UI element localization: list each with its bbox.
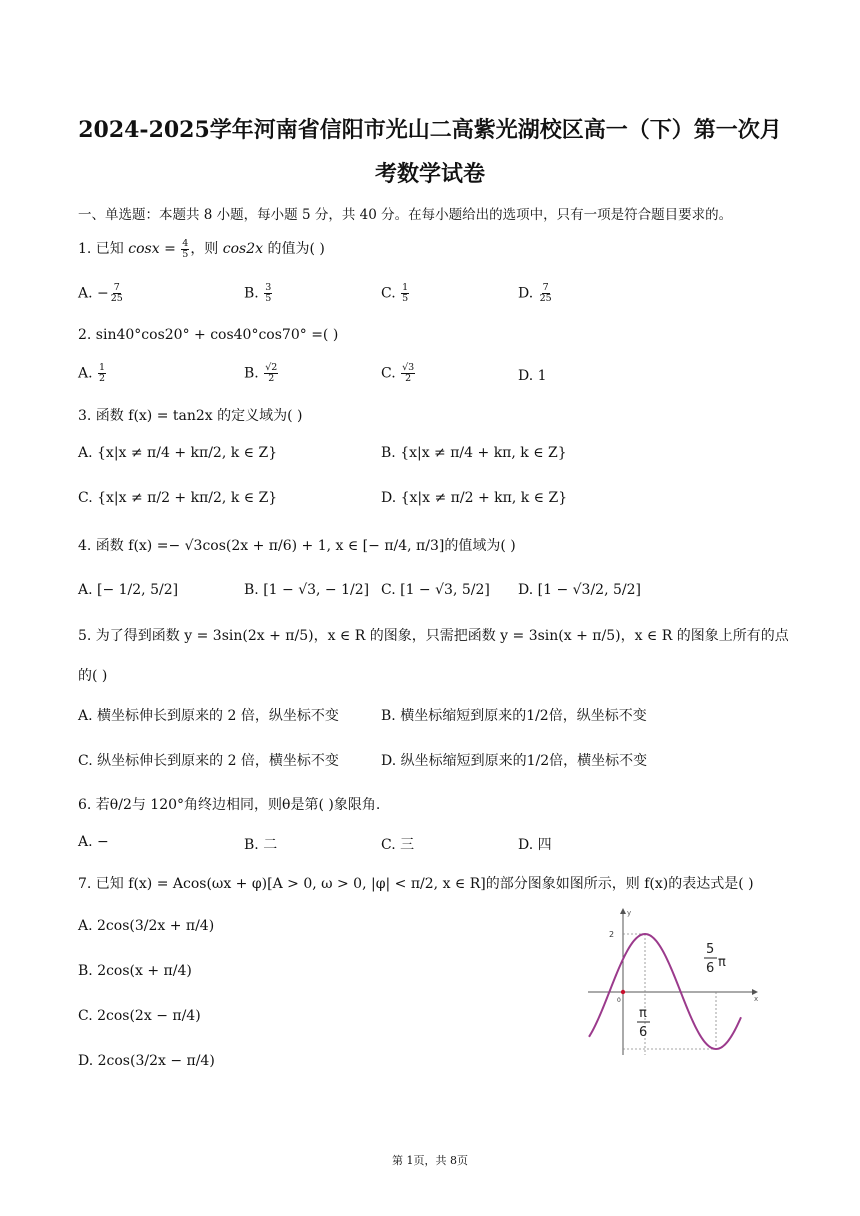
q6-option-c: C. 三 (381, 837, 415, 853)
q5-option-a: A. 横坐标伸长到原来的 2 倍，纵坐标不变 (78, 708, 339, 724)
label-5-numerator: 5 (706, 942, 715, 957)
q4-option-b: B. [1 − √3, − 1/2] (244, 582, 370, 598)
question-2: 2. sin40°cos20° + cos40°cos70° =( ) (78, 327, 339, 343)
question-4: 4. 函数 f(x) =− √3cos(2x + π/6) + 1, x ∈ [− π/4, π/3]的值域为( ) (78, 538, 516, 554)
y-axis-arrow (620, 908, 626, 914)
q2-option-b: B. $\frac{√2}{2}$ (244, 362, 278, 384)
q3-option-b: B. {x|x ≠ π/4 + kπ, k ∈ Z} (381, 445, 567, 461)
label-pi-b: π (639, 1006, 647, 1021)
origin-label: 0 (617, 997, 621, 1004)
q3-option-d: D. {x|x ≠ π/2 + kπ, k ∈ Z} (381, 490, 568, 506)
q2-option-d: D. 1 (518, 368, 547, 384)
q7-option-a: A. 2cos(3/2x + π/4) (78, 918, 215, 934)
label-6b: 6 (639, 1025, 648, 1040)
q7-option-d: D. 2cos(3/2x − π/4) (78, 1053, 215, 1069)
q6-option-d: D. 四 (518, 837, 552, 853)
y-axis-label: y (627, 909, 632, 917)
q7-function-graph (583, 905, 763, 1060)
q1-option-a: A. − $\frac{7}{25}$ (78, 282, 123, 304)
q3-option-a: A. {x|x ≠ π/4 + kπ/2, k ∈ Z} (78, 445, 278, 461)
q4-option-a: A. [− 1/2, 5/2] (78, 582, 179, 598)
question-5-line1: 5. 为了得到函数 y = 3sin(2x + π/5)，x ∈ R 的图象，只需把函数 y = 3sin(x + π/5)，x ∈ R 的图象上所有的点 (78, 628, 789, 644)
question-1: 1. 已知 cosx = $\frac{4}{5}$ ，则 cos2x 的值为( ) (78, 237, 325, 260)
origin-point (621, 990, 625, 994)
q1-option-d: D. $\frac{7}{25}$ (518, 282, 552, 304)
q5-option-d: D. 纵坐标缩短到原来的1/2倍，横坐标不变 (381, 753, 648, 769)
q4-option-d: D. [1 − √3/2, 5/2] (518, 582, 641, 598)
exam-title-line1: 2024-2025学年河南省信阳市光山二高紫光湖校区高一（下）第一次月 (78, 117, 782, 143)
q6-option-a: A. − (78, 834, 109, 850)
label-6-denominator: 6 (706, 961, 715, 976)
x-axis-label: x (754, 995, 759, 1003)
question-7: 7. 已知 f(x) = Acos(ωx + φ)[A > 0, ω > 0, |φ| < π/2, x ∈ R]的部分图象如图所示，则 f(x)的表达式是( ) (78, 876, 754, 892)
q7-option-b: B. 2cos(x + π/4) (78, 963, 192, 979)
q6-option-b: B. 二 (244, 837, 278, 853)
page-footer: 第 1页，共 8页 (392, 1154, 468, 1167)
q5-option-b: B. 横坐标缩短到原来的1/2倍，纵坐标不变 (381, 708, 647, 724)
exam-title-line2: 考数学试卷 (374, 161, 485, 187)
q1-option-c: C. $\frac{1}{5}$ (381, 282, 409, 304)
q3-option-c: C. {x|x ≠ π/2 + kπ/2, k ∈ Z} (78, 490, 278, 506)
section-header: 一、单选题：本题共 8 小题，每小题 5 分，共 40 分。在每小题给出的选项中，只有一项是符合题目要求的。 (78, 207, 733, 223)
q7-option-c: C. 2cos(2x − π/4) (78, 1008, 201, 1024)
question-5-line2: 的( ) (78, 668, 108, 684)
y-max-label: 2 (609, 930, 615, 939)
q4-option-c: C. [1 − √3, 5/2] (381, 582, 490, 598)
q5-option-c: C. 纵坐标伸长到原来的 2 倍，横坐标不变 (78, 753, 339, 769)
q1-option-b: B. $\frac{3}{5}$ (244, 282, 272, 304)
q2-option-a: A. $\frac{1}{2}$ (78, 362, 106, 384)
label-pi-a: π (718, 955, 726, 970)
q2-option-c: C. $\frac{√3}{2}$ (381, 362, 415, 384)
question-3: 3. 函数 f(x) = tan2x 的定义域为( ) (78, 408, 303, 424)
question-6: 6. 若θ/2与 120°角终边相同，则θ是第( )象限角. (78, 797, 381, 813)
